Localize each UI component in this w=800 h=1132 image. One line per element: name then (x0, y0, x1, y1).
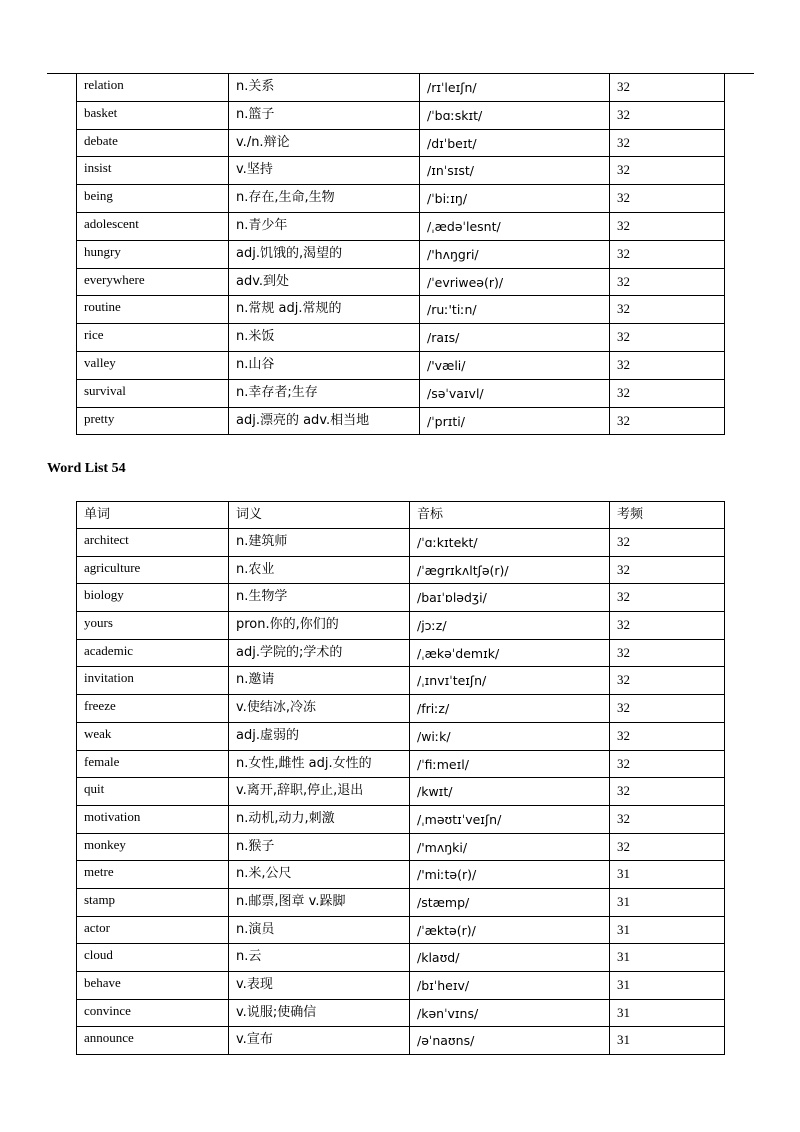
word-cell: metre (77, 861, 229, 889)
frequency-cell: 32 (610, 529, 725, 557)
word-cell: routine (77, 296, 229, 324)
meaning-cell: v.说服;使确信 (229, 999, 410, 1027)
frequency-cell: 31 (610, 999, 725, 1027)
meaning-cell: n.云 (229, 944, 410, 972)
frequency-cell: 32 (610, 667, 725, 695)
phonetic-cell: /ˌækəˈdemɪk/ (410, 639, 610, 667)
phonetic-cell: /kənˈvɪns/ (410, 999, 610, 1027)
word-cell: being (77, 185, 229, 213)
phonetic-cell: /ˈægrɪkʌltʃə(r)/ (410, 556, 610, 584)
table-row (77, 639, 725, 667)
word-list-title: Word List 54 (47, 461, 126, 476)
frequency-cell: 31 (610, 944, 725, 972)
meaning-cell: n.邮票,图章 v.跺脚 (229, 888, 410, 916)
word-cell: academic (77, 639, 229, 667)
meaning-cell: n.建筑师 (229, 529, 410, 557)
table-row (77, 778, 725, 806)
frequency-cell: 32 (610, 584, 725, 612)
phonetic-cell: /ˈbɑːskɪt/ (420, 101, 610, 129)
table-row (77, 101, 725, 129)
table-row (77, 999, 725, 1027)
word-cell: hungry (77, 240, 229, 268)
table-row (77, 268, 725, 296)
table-row (77, 972, 725, 1000)
word-cell: announce (77, 1027, 229, 1055)
word-cell: stamp (77, 888, 229, 916)
table-row (77, 212, 725, 240)
meaning-cell: n.动机,动力,刺激 (229, 805, 410, 833)
frequency-cell: 32 (610, 212, 725, 240)
frequency-cell: 32 (610, 778, 725, 806)
table-row (77, 296, 725, 324)
table-row (77, 805, 725, 833)
table-header-row (77, 502, 725, 529)
phonetic-cell: /rɪˈleɪʃn/ (420, 74, 610, 102)
frequency-cell: 32 (610, 351, 725, 379)
table-row (77, 324, 725, 352)
meaning-cell: adj.学院的;学术的 (229, 639, 410, 667)
meaning-cell: n.邀请 (229, 667, 410, 695)
phonetic-cell: /ˌɪnvɪˈteɪʃn/ (410, 667, 610, 695)
meaning-cell: v.使结冰,冷冻 (229, 695, 410, 723)
meaning-cell: n.猴子 (229, 833, 410, 861)
phonetic-cell: /ˌməʊtɪˈveɪʃn/ (410, 805, 610, 833)
meaning-cell: v.离开,辞职,停止,退出 (229, 778, 410, 806)
phonetic-cell: /ɪnˈsɪst/ (420, 157, 610, 185)
table-row (77, 750, 725, 778)
word-cell: cloud (77, 944, 229, 972)
word-cell: architect (77, 529, 229, 557)
frequency-cell: 31 (610, 888, 725, 916)
phonetic-cell: /klaʊd/ (410, 944, 610, 972)
table-row (77, 916, 725, 944)
meaning-cell: n.农业 (229, 556, 410, 584)
phonetic-cell: /ˈfiːmeɪl/ (410, 750, 610, 778)
meaning-cell: adj.虚弱的 (229, 722, 410, 750)
word-cell: relation (77, 74, 229, 102)
meaning-cell: n.米,公尺 (229, 861, 410, 889)
phonetic-cell: /əˈnaʊns/ (410, 1027, 610, 1055)
word-cell: weak (77, 722, 229, 750)
frequency-cell: 32 (610, 296, 725, 324)
meaning-cell: n.幸存者;生存 (229, 379, 420, 407)
table-row (77, 157, 725, 185)
phonetic-cell: /ˌædəˈlesnt/ (420, 212, 610, 240)
meaning-cell: n.篮子 (229, 101, 420, 129)
phonetic-cell: /wiːk/ (410, 722, 610, 750)
meaning-cell: n.演员 (229, 916, 410, 944)
table-row (77, 185, 725, 213)
word-cell: actor (77, 916, 229, 944)
frequency-cell: 32 (610, 157, 725, 185)
table-row (77, 833, 725, 861)
meaning-cell: v.表现 (229, 972, 410, 1000)
frequency-cell: 32 (610, 695, 725, 723)
meaning-cell: adj.饥饿的,渴望的 (229, 240, 420, 268)
phonetic-cell: /ˈevriweə(r)/ (420, 268, 610, 296)
phonetic-cell: /dɪˈbeɪt/ (420, 129, 610, 157)
word-cell: motivation (77, 805, 229, 833)
frequency-cell: 31 (610, 1027, 725, 1055)
table-row (77, 944, 725, 972)
table-row (77, 379, 725, 407)
phonetic-cell: /ˈbiːɪŋ/ (420, 185, 610, 213)
meaning-cell: n.山谷 (229, 351, 420, 379)
meaning-cell: n.青少年 (229, 212, 420, 240)
table-row (77, 556, 725, 584)
meaning-cell: v./n.辩论 (229, 129, 420, 157)
phonetic-cell: /'mʌŋki/ (410, 833, 610, 861)
word-cell: survival (77, 379, 229, 407)
phonetic-cell: /bɪˈheɪv/ (410, 972, 610, 1000)
word-cell: female (77, 750, 229, 778)
frequency-cell: 32 (610, 185, 725, 213)
frequency-cell: 32 (610, 129, 725, 157)
table-row (77, 407, 725, 435)
table-row (77, 240, 725, 268)
phonetic-cell: /ˈprɪti/ (420, 407, 610, 435)
phonetic-cell: /stæmp/ (410, 888, 610, 916)
phonetic-cell: /jɔːz/ (410, 612, 610, 640)
frequency-cell: 32 (610, 379, 725, 407)
frequency-cell: 31 (610, 916, 725, 944)
frequency-cell: 32 (610, 240, 725, 268)
meaning-cell: n.米饭 (229, 324, 420, 352)
header-frequency: 考频 (610, 502, 725, 529)
word-cell: adolescent (77, 212, 229, 240)
table-row (77, 351, 725, 379)
frequency-cell: 32 (610, 639, 725, 667)
header-word: 单词 (77, 502, 229, 529)
word-cell: valley (77, 351, 229, 379)
meaning-cell: adj.漂亮的 adv.相当地 (229, 407, 420, 435)
meaning-cell: v.宣布 (229, 1027, 410, 1055)
word-cell: agriculture (77, 556, 229, 584)
vocabulary-table-continued (76, 73, 725, 435)
meaning-cell: pron.你的,你们的 (229, 612, 410, 640)
frequency-cell: 31 (610, 861, 725, 889)
word-cell: insist (77, 157, 229, 185)
meaning-cell: n.生物学 (229, 584, 410, 612)
phonetic-cell: /ruː'tiːn/ (420, 296, 610, 324)
frequency-cell: 31 (610, 972, 725, 1000)
table-row (77, 861, 725, 889)
meaning-cell: n.关系 (229, 74, 420, 102)
word-cell: behave (77, 972, 229, 1000)
phonetic-cell: /friːz/ (410, 695, 610, 723)
word-cell: yours (77, 612, 229, 640)
table-row (77, 667, 725, 695)
frequency-cell: 32 (610, 805, 725, 833)
table-row (77, 74, 725, 102)
word-cell: convince (77, 999, 229, 1027)
frequency-cell: 32 (610, 268, 725, 296)
phonetic-cell: /səˈvaɪvl/ (420, 379, 610, 407)
frequency-cell: 32 (610, 101, 725, 129)
frequency-cell: 32 (610, 74, 725, 102)
phonetic-cell: /ˈɑːkɪtekt/ (410, 529, 610, 557)
table-row (77, 722, 725, 750)
table-row (77, 129, 725, 157)
frequency-cell: 32 (610, 722, 725, 750)
meaning-cell: v.坚持 (229, 157, 420, 185)
header-meaning: 词义 (229, 502, 410, 529)
word-cell: debate (77, 129, 229, 157)
frequency-cell: 32 (610, 750, 725, 778)
table-row (77, 584, 725, 612)
vocabulary-table-word-list-54 (76, 501, 725, 1055)
table-row (77, 1027, 725, 1055)
frequency-cell: 32 (610, 324, 725, 352)
word-cell: quit (77, 778, 229, 806)
word-cell: basket (77, 101, 229, 129)
phonetic-cell: /ˈæktə(r)/ (410, 916, 610, 944)
word-cell: everywhere (77, 268, 229, 296)
word-cell: monkey (77, 833, 229, 861)
frequency-cell: 32 (610, 833, 725, 861)
phonetic-cell: /raɪs/ (420, 324, 610, 352)
table-row (77, 888, 725, 916)
header-phonetic: 音标 (410, 502, 610, 529)
word-cell: invitation (77, 667, 229, 695)
frequency-cell: 32 (610, 407, 725, 435)
table-row (77, 529, 725, 557)
frequency-cell: 32 (610, 612, 725, 640)
phonetic-cell: /'miːtə(r)/ (410, 861, 610, 889)
meaning-cell: adv.到处 (229, 268, 420, 296)
word-cell: rice (77, 324, 229, 352)
word-cell: biology (77, 584, 229, 612)
word-cell: pretty (77, 407, 229, 435)
phonetic-cell: /'væli/ (420, 351, 610, 379)
meaning-cell: n.常规 adj.常规的 (229, 296, 420, 324)
meaning-cell: n.女性,雌性 adj.女性的 (229, 750, 410, 778)
meaning-cell: n.存在,生命,生物 (229, 185, 420, 213)
table-row (77, 612, 725, 640)
phonetic-cell: /kwɪt/ (410, 778, 610, 806)
frequency-cell: 32 (610, 556, 725, 584)
phonetic-cell: /'hʌŋgri/ (420, 240, 610, 268)
phonetic-cell: /baɪˈɒlədʒi/ (410, 584, 610, 612)
word-cell: freeze (77, 695, 229, 723)
table-row (77, 695, 725, 723)
